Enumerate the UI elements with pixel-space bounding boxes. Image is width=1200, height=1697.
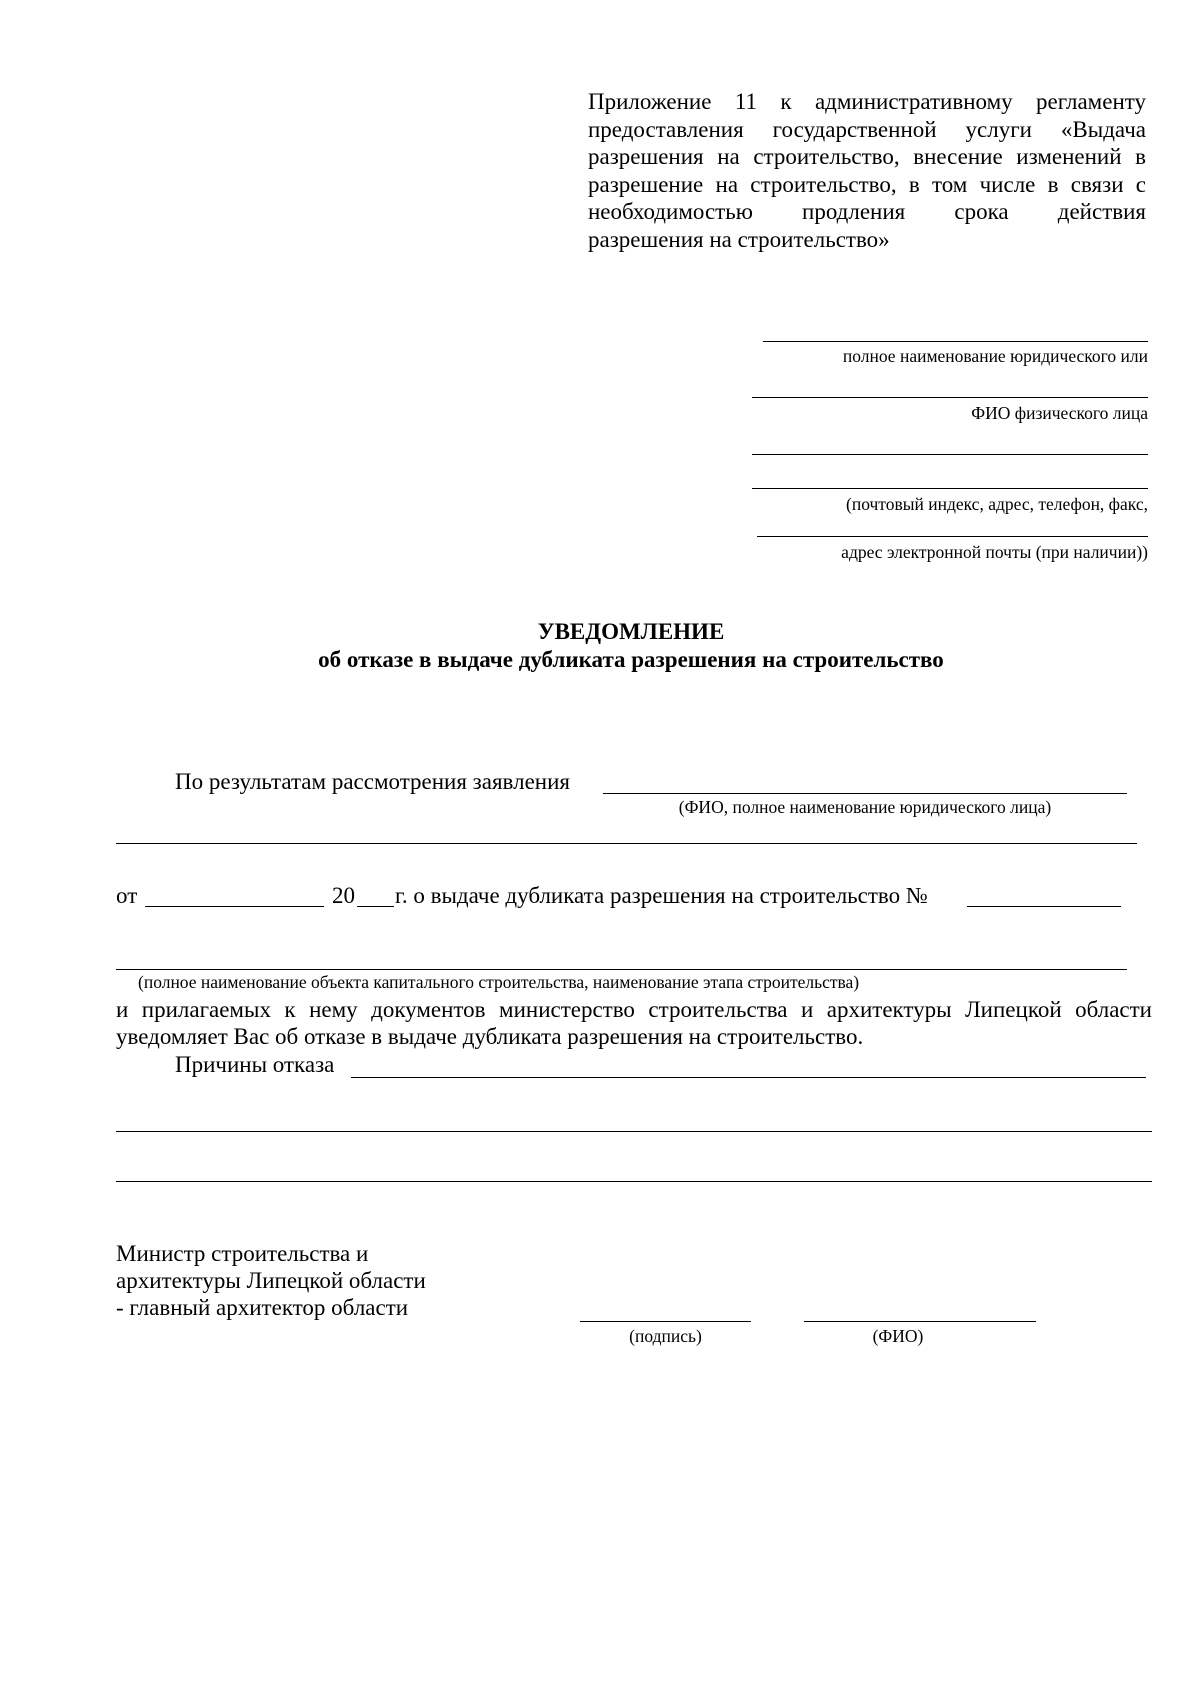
notice-text-line: и прилагаемых к нему документов министерство строительства и архитектуры Липецкой области: [116, 997, 1152, 1022]
date-field-line[interactable]: [145, 906, 324, 907]
addressee-name-line[interactable]: [763, 341, 1148, 342]
applicant-name-line[interactable]: [603, 793, 1127, 794]
reasons-continuation-line[interactable]: [116, 1131, 1152, 1132]
addressee-extra-line[interactable]: [752, 454, 1148, 455]
reasons-label: Причины отказа: [175, 1052, 335, 1077]
document-title: УВЕДОМЛЕНИЕ: [537, 619, 725, 644]
from-label: от: [116, 883, 138, 908]
review-prefix: По результатам рассмотрения заявления: [175, 769, 570, 794]
object-caption: (полное наименование объекта капитального строительства, наименование этапа строительства): [138, 972, 860, 992]
document-subtitle: об отказе в выдаче дубликата разрешения на строительство: [318, 647, 944, 672]
appendix-line: Приложение 11 к административному регламенту: [588, 89, 1146, 114]
name-caption: (ФИО): [872, 1326, 924, 1346]
reasons-continuation-line[interactable]: [116, 1181, 1152, 1182]
year-prefix: 20: [332, 883, 355, 908]
reasons-line[interactable]: [351, 1077, 1146, 1078]
addressee-address-line[interactable]: [752, 488, 1148, 489]
year-field-line[interactable]: [357, 906, 394, 907]
decision-text: г. о выдаче дубликата разрешения на строительство №: [395, 883, 928, 908]
addressee-person-line[interactable]: [752, 397, 1148, 398]
appendix-line: разрешения на строительство, внесение изменений в: [588, 144, 1146, 169]
signatory-position-line: - главный архитектор области: [116, 1295, 409, 1320]
notice-text-line: уведомляет Вас об отказе в выдаче дубликата разрешения на строительство.: [116, 1024, 864, 1049]
signatory-position-line: Министр строительства и: [116, 1241, 369, 1266]
addressee-address-caption: (почтовый индекс, адрес, телефон, факс,: [846, 494, 1148, 514]
signature-line[interactable]: [580, 1321, 751, 1322]
name-line[interactable]: [804, 1321, 1036, 1322]
appendix-line: разрешение на строительство, в том числе в связи с: [588, 171, 1146, 197]
appendix-line: разрешения на строительство»: [588, 226, 890, 252]
signature-caption: (подпись): [629, 1326, 702, 1346]
applicant-continuation-line[interactable]: [116, 843, 1137, 844]
object-name-line[interactable]: [116, 969, 1127, 970]
applicant-caption: (ФИО, полное наименование юридического лица): [678, 797, 1052, 817]
addressee-name-caption: полное наименование юридического или: [842, 346, 1148, 366]
permit-number-line[interactable]: [967, 906, 1121, 907]
addressee-email-line[interactable]: [757, 536, 1148, 537]
appendix-reference: [588, 88, 1146, 253]
signatory-position-line: архитектуры Липецкой области: [116, 1268, 426, 1293]
addressee-email-caption: адрес электронной почты (при наличии)): [841, 542, 1148, 562]
appendix-line: необходимостью продления срока действия: [588, 199, 1146, 224]
addressee-person-caption: ФИО физического лица: [971, 403, 1148, 423]
appendix-line: предоставления государственной услуги «Выдача: [588, 116, 1146, 142]
